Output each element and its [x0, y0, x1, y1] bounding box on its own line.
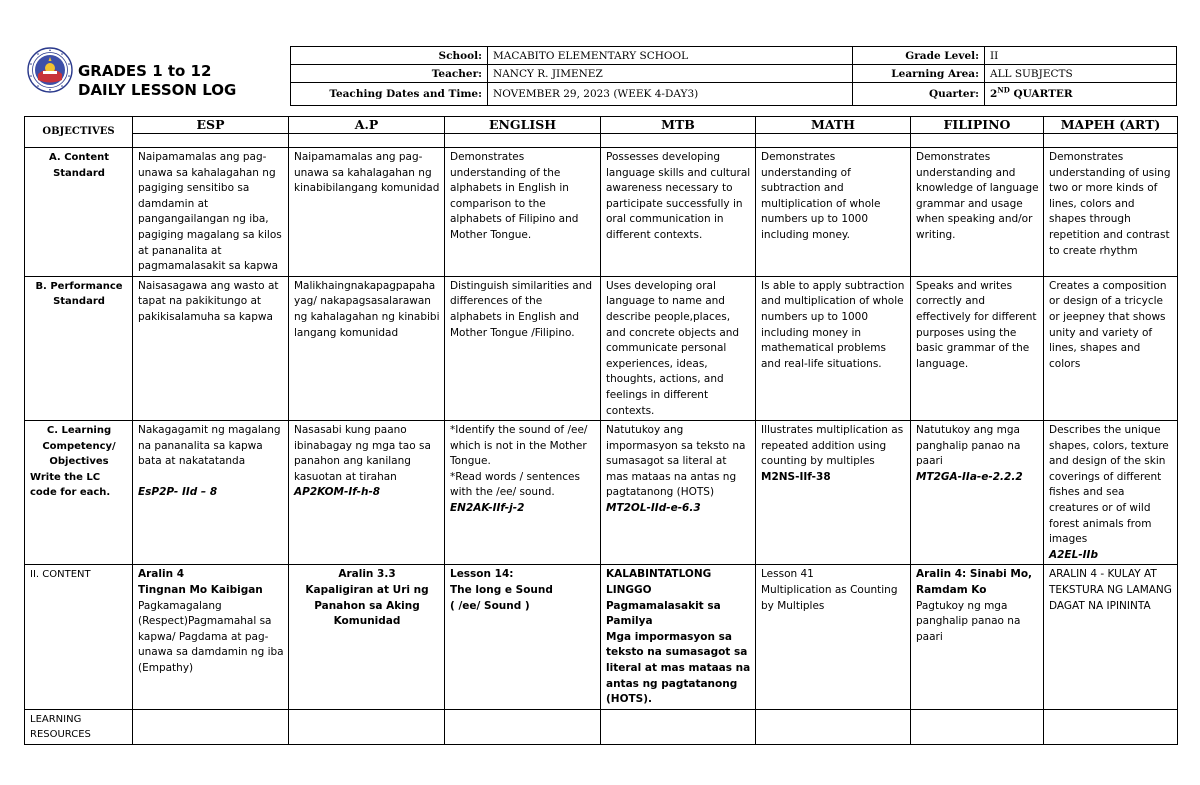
- col-header-mapeh: MAPEH (ART): [1044, 117, 1178, 134]
- lc-code-ap: AP2KOM-If-h-8: [294, 486, 381, 499]
- content-standard-mtb: Possesses developing language skills and cultural awareness necessary to participate successfully in oral communication in different contexts.: [601, 148, 756, 277]
- lc-code-math: M2NS-IIf-38: [761, 470, 831, 483]
- empty-cell: [289, 134, 445, 148]
- content-standard-ap: Naipamamalas ang pag-unawa sa kahalagahan ng kinabibilangang komunidad: [289, 148, 445, 277]
- empty-cell: [601, 709, 756, 744]
- learning-area-value: ALL SUBJECTS: [985, 65, 1177, 83]
- col-header-esp: ESP: [133, 117, 289, 134]
- empty-cell: [756, 134, 911, 148]
- empty-cell: [1044, 134, 1178, 148]
- content-standard-english: Demonstrates understanding of the alphabets in English in comparison to the alphabets of Filipino and Mother Tongue.: [445, 148, 601, 277]
- col-header-ap: A.P: [289, 117, 445, 134]
- competency-filipino: Natutukoy ang mga panghalip panao na paari MT2GA-IIa-e-2.2.2: [911, 421, 1044, 565]
- content-filipino: Aralin 4: Sinabi Mo, Ramdam Ko Pagtukoy ng mga panghalip panao na paari: [911, 565, 1044, 709]
- document-title-line1: GRADES 1 to 12: [78, 62, 212, 80]
- document-title-line2: DAILY LESSON LOG: [78, 81, 237, 99]
- performance-standard-mtb: Uses developing oral language to name and describe people,places, and concrete objects and communicate personal experiences, ideas, thoughts, actions, and feelings in different contexts.: [601, 276, 756, 420]
- objectives-header: OBJECTIVES: [25, 117, 133, 148]
- learning-resources-row: [25, 709, 1178, 744]
- col-header-mtb: MTB: [601, 117, 756, 134]
- empty-cell: [1044, 709, 1178, 744]
- content-standard-math: Demonstrates understanding of subtraction and multiplication of whole numbers up to 1000 including money.: [756, 148, 911, 277]
- content-standard-label: A. Content Standard: [25, 148, 133, 277]
- learning-competency-label: C. Learning Competency/ Objectives Write the LC code for each.: [25, 421, 133, 565]
- performance-standard-filipino: Speaks and writes correctly and effectively for different purposes using the basic grammar of the language.: [911, 276, 1044, 420]
- competency-english: *Identify the sound of /ee/ which is not in the Mother Tongue. *Read words / sentences with the /ee/ sound. EN2AK-IIf-j-2: [445, 421, 601, 565]
- col-header-filipino: FILIPINO: [911, 117, 1044, 134]
- performance-standard-label: B. Performance Standard: [25, 276, 133, 420]
- content-english: Lesson 14: The long e Sound ( /ee/ Sound ): [445, 565, 601, 709]
- content-standard-mapeh: Demonstrates understanding of using two or more kinds of lines, colors and shapes through repetition and contrast to create rhythm: [1044, 148, 1178, 277]
- empty-cell: [756, 709, 911, 744]
- quarter-label: Quarter:: [853, 83, 985, 106]
- subject-header-row: [25, 117, 1178, 134]
- teacher-label: Teacher:: [291, 65, 488, 83]
- empty-cell: [911, 709, 1044, 744]
- grade-level-value: II: [985, 47, 1177, 65]
- competency-mtb: Natutukoy ang impormasyon sa teksto na sumasagot sa literal at mas mataas na antas ng pagtatanong (HOTS) MT2OL-IId-e-6.3: [601, 421, 756, 565]
- deped-seal-logo: [27, 47, 73, 93]
- lc-code-esp: EsP2P- IId – 8: [138, 485, 218, 498]
- performance-standard-esp: Naisasagawa ang wasto at tapat na pakikitungo at pakikisalamuha sa kapwa: [133, 276, 289, 420]
- col-header-math: MATH: [756, 117, 911, 134]
- lc-code-mtb: MT2OL-IId-e-6.3: [606, 502, 701, 515]
- teaching-dates-value: NOVEMBER 29, 2023 (WEEK 4-DAY3): [488, 83, 853, 106]
- quarter-ordinal: ND: [997, 85, 1010, 95]
- empty-cell: [911, 134, 1044, 148]
- teacher-value: NANCY R. JIMENEZ: [488, 65, 853, 83]
- empty-cell: [445, 134, 601, 148]
- learning-area-label: Learning Area:: [853, 65, 985, 83]
- empty-cell: [289, 709, 445, 744]
- quarter-word: QUARTER: [1013, 88, 1073, 100]
- school-label: School:: [291, 47, 488, 65]
- competency-ap: Nasasabi kung paano ibinabagay ng mga tao sa panahon ang kanilang kasuotan at tirahan AP2KOM-If-h-8: [289, 421, 445, 565]
- document-title: [78, 62, 236, 100]
- learning-resources-label: LEARNING RESOURCES: [25, 709, 133, 744]
- content-mapeh: ARALIN 4 - KULAY AT TEKSTURA NG LAMANG DAGAT NA IPININTA: [1044, 565, 1178, 709]
- content-esp: Aralin 4 Tingnan Mo Kaibigan Pagkamagalang (Respect)Pagmamahal sa kapwa/ Pagdama at pag-unawa sa damdamin ng iba (Empathy): [133, 565, 289, 709]
- school-value: MACABITO ELEMENTARY SCHOOL: [488, 47, 853, 65]
- performance-standard-math: Is able to apply subtraction and multiplication of whole numbers up to 1000 including money in mathematical problems and real-life situations.: [756, 276, 911, 420]
- content-row: [25, 565, 1178, 709]
- content-standard-esp: Naipamamalas ang pag-unawa sa kahalagahan ng pagiging sensitibo sa damdamin at pangangailangan ng iba, pagiging magalang sa kilos at pananalita at pagmamalasakit sa kapwa: [133, 148, 289, 277]
- lc-code-mapeh: A2EL-IIb: [1049, 548, 1098, 561]
- performance-standard-english: Distinguish similarities and differences of the alphabets in English and Mother Tongue /Filipino.: [445, 276, 601, 420]
- performance-standard-ap: Malikhaingnakapagpapahayag/ nakapagsasalarawan ng kahalagahan ng kinabibilangang komunidad: [289, 276, 445, 420]
- lc-code-english: EN2AK-IIf-j-2: [450, 502, 525, 515]
- content-ap: Aralin 3.3 Kapaligiran at Uri ng Panahon sa Aking Komunidad: [289, 565, 445, 709]
- empty-cell: [445, 709, 601, 744]
- competency-mapeh: Describes the unique shapes, colors, texture and design of the skin coverings of different fishes and sea creatures or of wild forest animals from images A2EL-IIb: [1044, 421, 1178, 565]
- empty-cell: [601, 134, 756, 148]
- content-mtb: KALABINTATLONG LINGGO Pagmamalasakit sa Pamilya Mga impormasyon sa teksto na sumasagot sa literal at mas mataas na antas ng pagtatanong (HOTS).: [601, 565, 756, 709]
- header-info-table: [290, 46, 1177, 106]
- teaching-dates-label: Teaching Dates and Time:: [291, 83, 488, 106]
- grade-level-label: Grade Level:: [853, 47, 985, 65]
- content-label: II. CONTENT: [25, 565, 133, 709]
- empty-cell: [133, 709, 289, 744]
- learning-competency-row: [25, 421, 1178, 565]
- quarter-number: 2: [990, 88, 998, 100]
- performance-standard-row: [25, 276, 1178, 420]
- content-standard-filipino: Demonstrates understanding and knowledge of language grammar and usage when speaking and/or writing.: [911, 148, 1044, 277]
- performance-standard-mapeh: Creates a composition or design of a tricycle or jeepney that shows unity and variety of lines, shapes and colors: [1044, 276, 1178, 420]
- content-math: Lesson 41 Multiplication as Counting by Multiples: [756, 565, 911, 709]
- content-standard-row: [25, 148, 1178, 277]
- competency-math: Illustrates multiplication as repeated addition using counting by multiples M2NS-IIf-38: [756, 421, 911, 565]
- competency-esp: Nakagagamit ng magalang na pananalita sa kapwa bata at nakatatanda EsP2P- IId – 8: [133, 421, 289, 565]
- subject-subheader-row: [25, 134, 1178, 148]
- col-header-english: ENGLISH: [445, 117, 601, 134]
- empty-cell: [133, 134, 289, 148]
- quarter-value: [985, 83, 1177, 106]
- lesson-log-table: [24, 116, 1178, 745]
- lc-code-filipino: MT2GA-IIa-e-2.2.2: [916, 470, 1023, 483]
